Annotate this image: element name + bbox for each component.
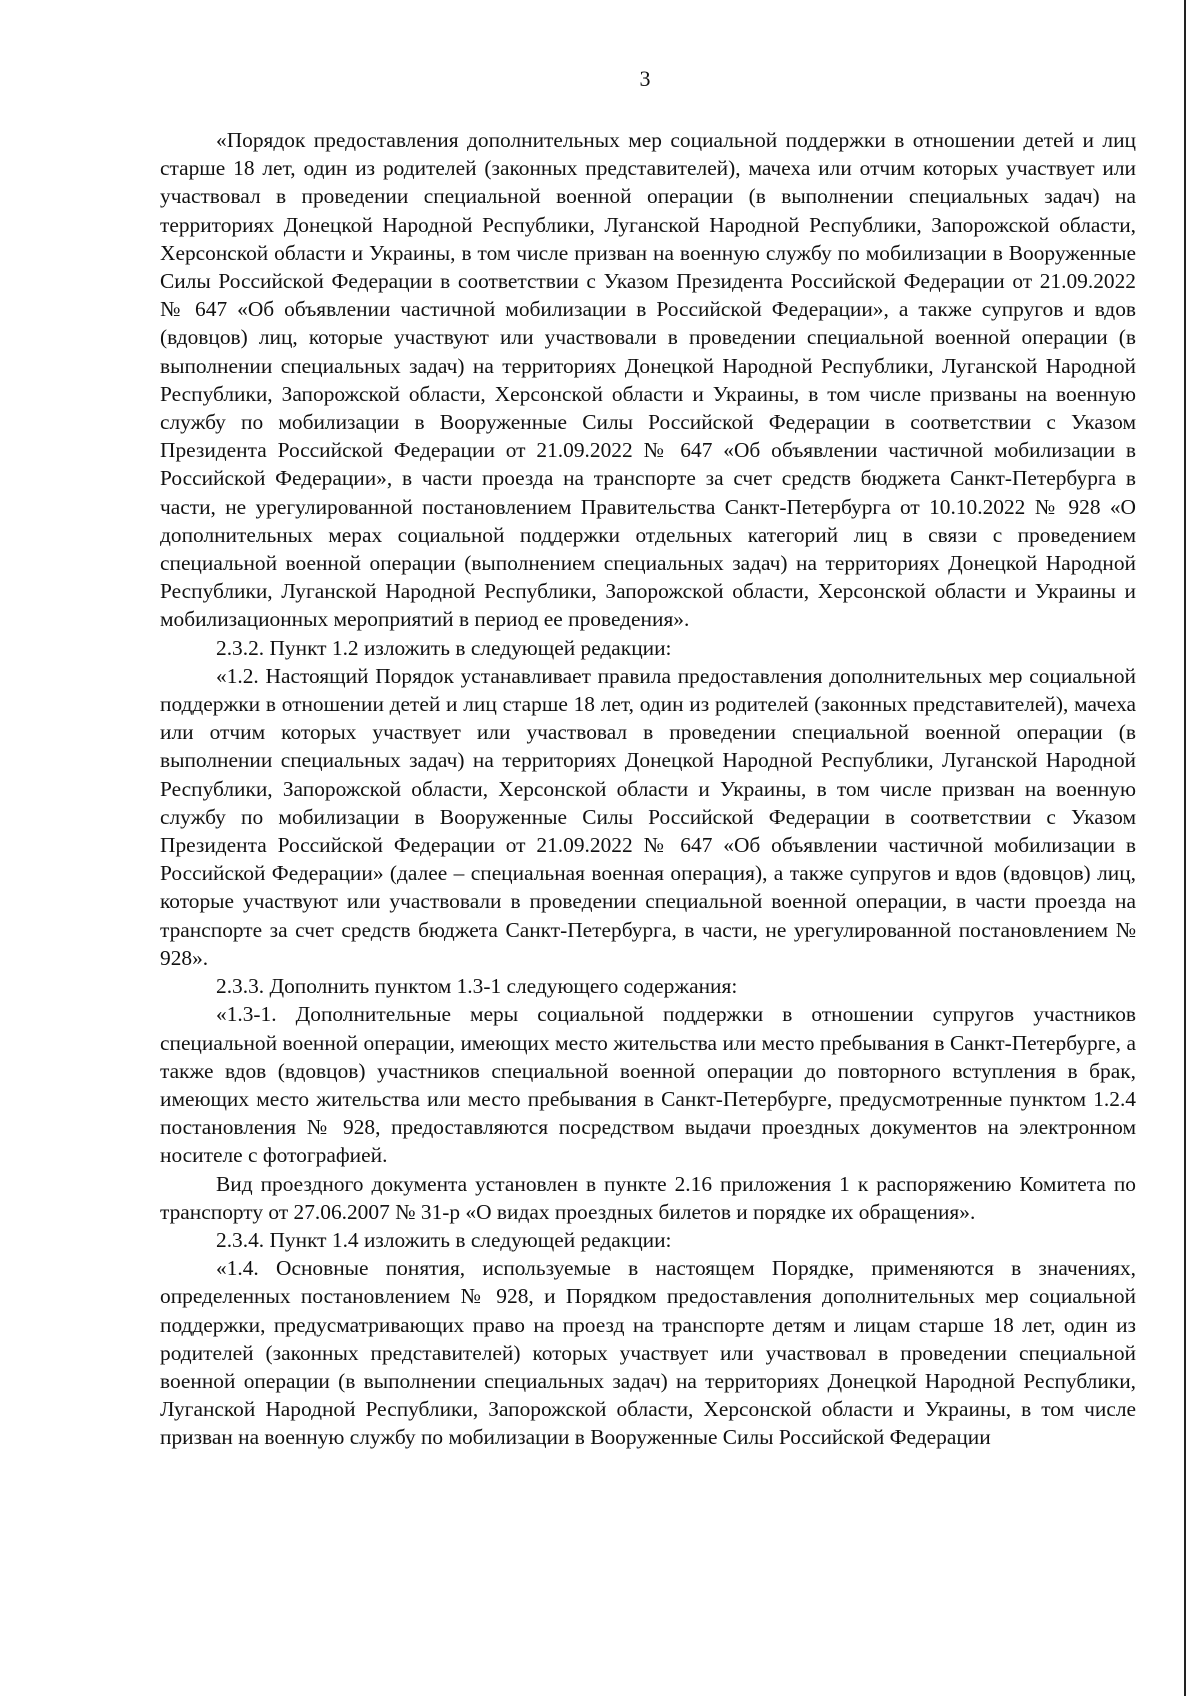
paragraph-clause-1-3-1: «1.3-1. Дополнительные меры социальной поддержки в отношении супругов участников специальной военной операции, имеющих место жительства или место пребывания в Санкт-Петербурге, а также вдов (вдовцов) участников специальной военной операции до повторного вступления в брак, имеющих место жительства или место пребывания в Санкт-Петербурге, предусмотренные пунктом 1.2.4 постановления № 928, предоставляются посредством выдачи проездных документов на электронном носителе с фотографией. (160, 1002, 1136, 1168)
paragraph-2-3-3: 2.3.3. Дополнить пунктом 1.3-1 следующего содержания: (216, 974, 738, 999)
paragraph-ticket-type: Вид проездного документа установлен в пункте 2.16 приложения 1 к распоряжению Комитета по транспорту от 27.06.2007 № 31-р «О видах проездных билетов и порядке их обращения». (160, 1171, 1136, 1224)
scan-edge-line (1184, 0, 1186, 1696)
paragraph-clause-1-2: «1.2. Настоящий Порядок устанавливает правила предоставления дополнительных мер социальной поддержки в отношении детей и лиц старше 18 лет, один из родителей (законных представителей), мачеха или отчим которых участвует или участвовал в проведении специальной военной операции (в выполнении специальных задач) на территориях Донецкой Народной Республики, Луганской Народной Республики, Запорожской области, Херсонской области и Украины, в том числе призван на военную службу по мобилизации в Вооруженные Силы Российской Федерации в соответствии с Указом Президента Российской Федерации от 21.09.2022 № 647 «Об объявлении частичной мобилизации в Российской Федерации» (далее – специальная военная операция), а также супругов и вдов (вдовцов) лиц, которые участвуют или участвовали в проведении специальной военной операции, в части проезда на транспорте за счет средств бюджета Санкт-Петербурга, в части, не урегулированной постановлением № 928». (160, 663, 1136, 970)
paragraph-2-3-4: 2.3.4. Пункт 1.4 изложить в следующей редакции: (216, 1227, 672, 1252)
page-number: 3 (639, 66, 651, 91)
paragraph-clause-1-4: «1.4. Основные понятия, используемые в настоящем Порядке, применяются в значениях, определенных постановлением № 928, и Порядком предоставления дополнительных мер социальной поддержки, предусматривающих право на проезд на транспорте детям и лицам старше 18 лет, один из родителей (законных представителей) которых участвует или участвовал в проведении специальной военной операции (в выполнении специальных задач) на территориях Донецкой Народной Республики, Луганской Народной Республики, Запорожской области, Херсонской области и Украины, в том числе призван на военную службу по мобилизации в Вооруженные Силы Российской Федерации (160, 1256, 1136, 1450)
document-body (160, 126, 1136, 1452)
paragraph-2-3-2: 2.3.2. Пункт 1.2 изложить в следующей редакции: (216, 635, 672, 660)
paragraph-order-title: «Порядок предоставления дополнительных мер социальной поддержки в отношении детей и лиц старше 18 лет, один из родителей (законных представителей), мачеха или отчим которых участвует или участвовал в проведении специальной военной операции (в выполнении специальных задач) на территориях Донецкой Народной Республики, Луганской Народной Республики, Запорожской области, Херсонской области и Украины, в том числе призван на военную службу по мобилизации в Вооруженные Силы Российской Федерации в соответствии с Указом Президента Российской Федерации от 21.09.2022 № 647 «Об объявлении частичной мобилизации в Российской Федерации», а также супругов и вдов (вдовцов) лиц, которые участвуют или участвовали в проведении специальной военной операции (в выполнении специальных задач) на территориях Донецкой Народной Республики, Луганской Народной Республики, Запорожской области, Херсонской области и Украины, в том числе призваны на военную службу по мобилизации в Вооруженные Силы Российской Федерации в соответствии с Указом Президента Российской Федерации от 21.09.2022 № 647 «Об объявлении частичной мобилизации в Российской Федерации», в части проезда на транспорте за счет средств бюджета Санкт-Петербурга в части, не урегулированной постановлением Правительства Санкт-Петербурга от 10.10.2022 № 928 «О дополнительных мерах социальной поддержки отдельных категорий лиц в связи с проведением специальной военной операции (выполнением специальных задач) на территориях Донецкой Народной Республики, Луганской Народной Республики, Запорожской области, Херсонской области и Украины и мобилизационных мероприятий в период ее проведения». (160, 128, 1136, 632)
